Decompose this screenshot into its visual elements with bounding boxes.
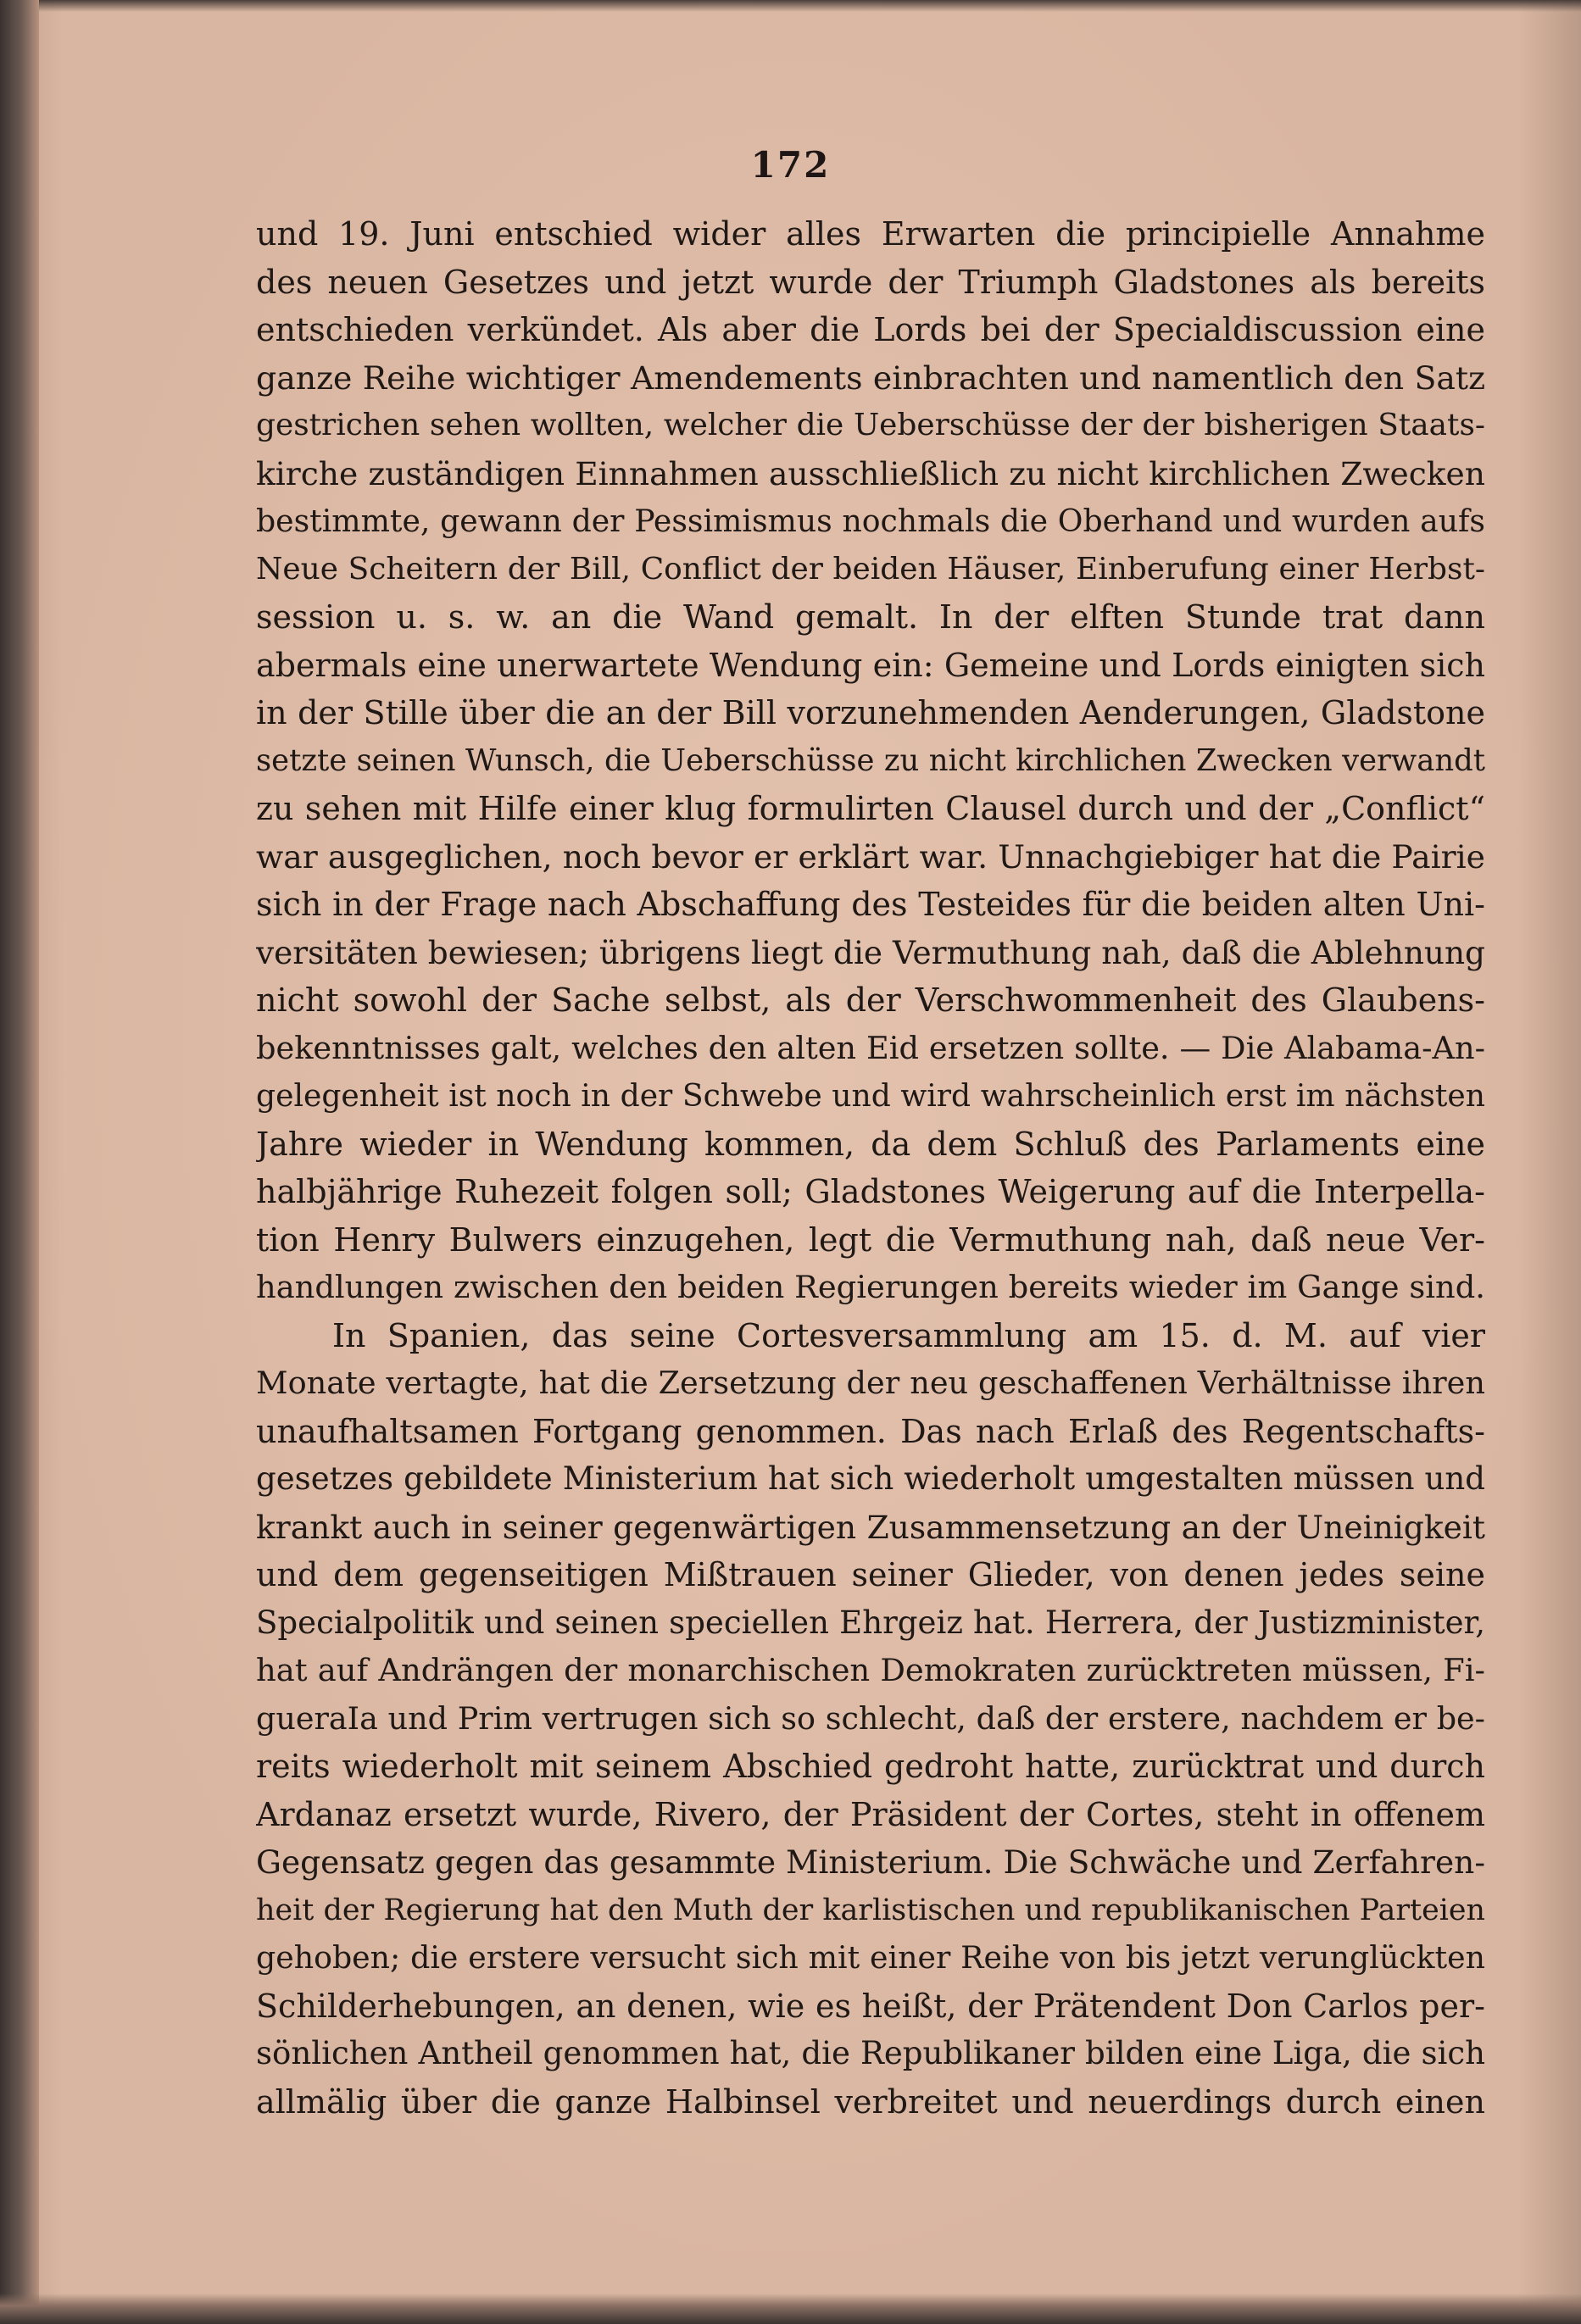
text-line: bestimmte, gewann der Pessimismus nochmals die Oberhand und wurden aufs [256, 503, 1485, 539]
text-line: Ardanaz ersetzt wurde, Rivero, der Präsident der Cortes, steht in offenem [256, 1795, 1485, 1833]
text-line: ganze Reihe wichtiger Amendements einbrachten und namentlich den Satz [256, 359, 1485, 397]
text-line: entschieden verkündet. Als aber die Lords bei der Specialdiscussion eine [256, 311, 1485, 348]
text-line: heit der Regierung hat den Muth der karlistischen und republikanischen Parteien [256, 1893, 1485, 1927]
text-line: unaufhaltsamen Fortgang genommen. Das nach Erlaß des Regentschafts- [256, 1412, 1485, 1450]
page-top-edge [0, 0, 1581, 12]
text-line: und dem gegenseitigen Mißtrauen seiner Glieder, von denen jedes seine [256, 1556, 1485, 1593]
text-line: gesetzes gebildete Ministerium hat sich wiederholt umgestalten müssen und [256, 1460, 1485, 1497]
text-line: reits wiederholt mit seinem Abschied gedroht hatte, zurücktrat und durch [256, 1748, 1485, 1785]
text-line: handlungen zwischen den beiden Regierungen bereits wieder im Gange sind. [256, 1269, 1485, 1305]
text-line: versitäten bewiesen; übrigens liegt die Vermuthung nah, daß die Ablehnung [256, 933, 1485, 971]
text-line: des neuen Gesetzes und jetzt wurde der Triumph Gladstones als bereits [256, 263, 1485, 301]
text-line: gehoben; die erstere versucht sich mit einer Reihe von bis jetzt verunglückten [256, 1939, 1485, 1976]
text-line: war ausgeglichen, noch bevor er erklärt war. Unnachgiebiger hat die Pairie [256, 837, 1485, 876]
text-line: gestrichen sehen wollten, welcher die Ueberschüsse der der bisherigen Staats- [256, 408, 1485, 442]
text-line: sich in der Frage nach Abschaffung des Testeides für die beiden alten Uni- [256, 886, 1485, 923]
text-line: krankt auch in seiner gegenwärtigen Zusammensetzung an der Uneinigkeit [256, 1508, 1485, 1546]
text-line: kirche zuständigen Einnahmen ausschließlich zu nicht kirchlichen Zwecken [256, 454, 1485, 492]
text-line: bekenntnisses galt, welches den alten Eid ersetzen sollte. — Die Alabama-An- [256, 1029, 1485, 1066]
text-line: in der Stille über die an der Bill vorzunehmenden Aenderungen, Gladstone [256, 694, 1485, 731]
body-text [256, 210, 1485, 2126]
text-line: und 19. Juni entschied wider alles Erwarten die principielle Annahme [256, 215, 1485, 253]
text-line: setzte seinen Wunsch, die Ueberschüsse zu nicht kirchlichen Zwecken verwandt [256, 742, 1485, 778]
text-line: Monate vertagte, hat die Zersetzung der neu geschaffenen Verhältnisse ihren [256, 1365, 1485, 1401]
text-line: halbjährige Ruhezeit folgen soll; Gladstones Weigerung auf die Interpella- [256, 1173, 1485, 1210]
text-line: tion Henry Bulwers einzugehen, legt die Vermuthung nah, daß neue Ver- [256, 1220, 1485, 1259]
text-line: gelegenheit ist noch in der Schwebe und wird wahrscheinlich erst im nächsten [256, 1078, 1485, 1114]
text-line: Neue Scheitern der Bill, Conflict der beiden Häuser, Einberufung einer Herbst- [256, 551, 1485, 587]
text-line: session u. s. w. an die Wand gemalt. In der elften Stunde trat dann [256, 598, 1485, 636]
text-line: Schilderhebungen, an denen, wie es heißt, der Prätendent Don Carlos per- [256, 1987, 1485, 2025]
text-line: nicht sowohl der Sache selbst, als der Verschwommenheit des Glaubens- [256, 981, 1485, 1019]
page-number: 172 [750, 144, 831, 186]
page-bottom-edge [0, 2293, 1581, 2324]
page-left-edge [0, 0, 39, 2324]
text-line: sönlichen Antheil genommen hat, die Republikaner bilden eine Liga, die sich [256, 2035, 1485, 2071]
text-line: Gegensatz gegen das gesammte Ministerium. Die Schwäche und Zerfahren- [256, 1843, 1485, 1881]
text-line: hat auf Andrängen der monarchischen Demokraten zurücktreten müssen, Fi- [256, 1652, 1485, 1688]
text-line: zu sehen mit Hilfe einer klug formulirten Clausel durch und der „Conflict“ [256, 790, 1485, 827]
text-line: Specialpolitik und seinen speciellen Ehrgeiz hat. Herrera, der Justizminister, [256, 1604, 1485, 1641]
text-line: abermals eine unerwartete Wendung ein: Gemeine und Lords einigten sich [256, 646, 1485, 684]
text-line: Jahre wieder in Wendung kommen, da dem Schluß des Parlaments eine [256, 1125, 1485, 1163]
text-line: In Spanien, das seine Cortesversammlung am 15. d. M. auf vier [332, 1316, 1485, 1354]
text-line: allmälig über die ganze Halbinsel verbreitet und neuerdings durch einen [256, 2082, 1485, 2121]
text-line: gueraIa und Prim vertrugen sich so schlecht, daß der erstere, nachdem er be- [256, 1699, 1485, 1737]
